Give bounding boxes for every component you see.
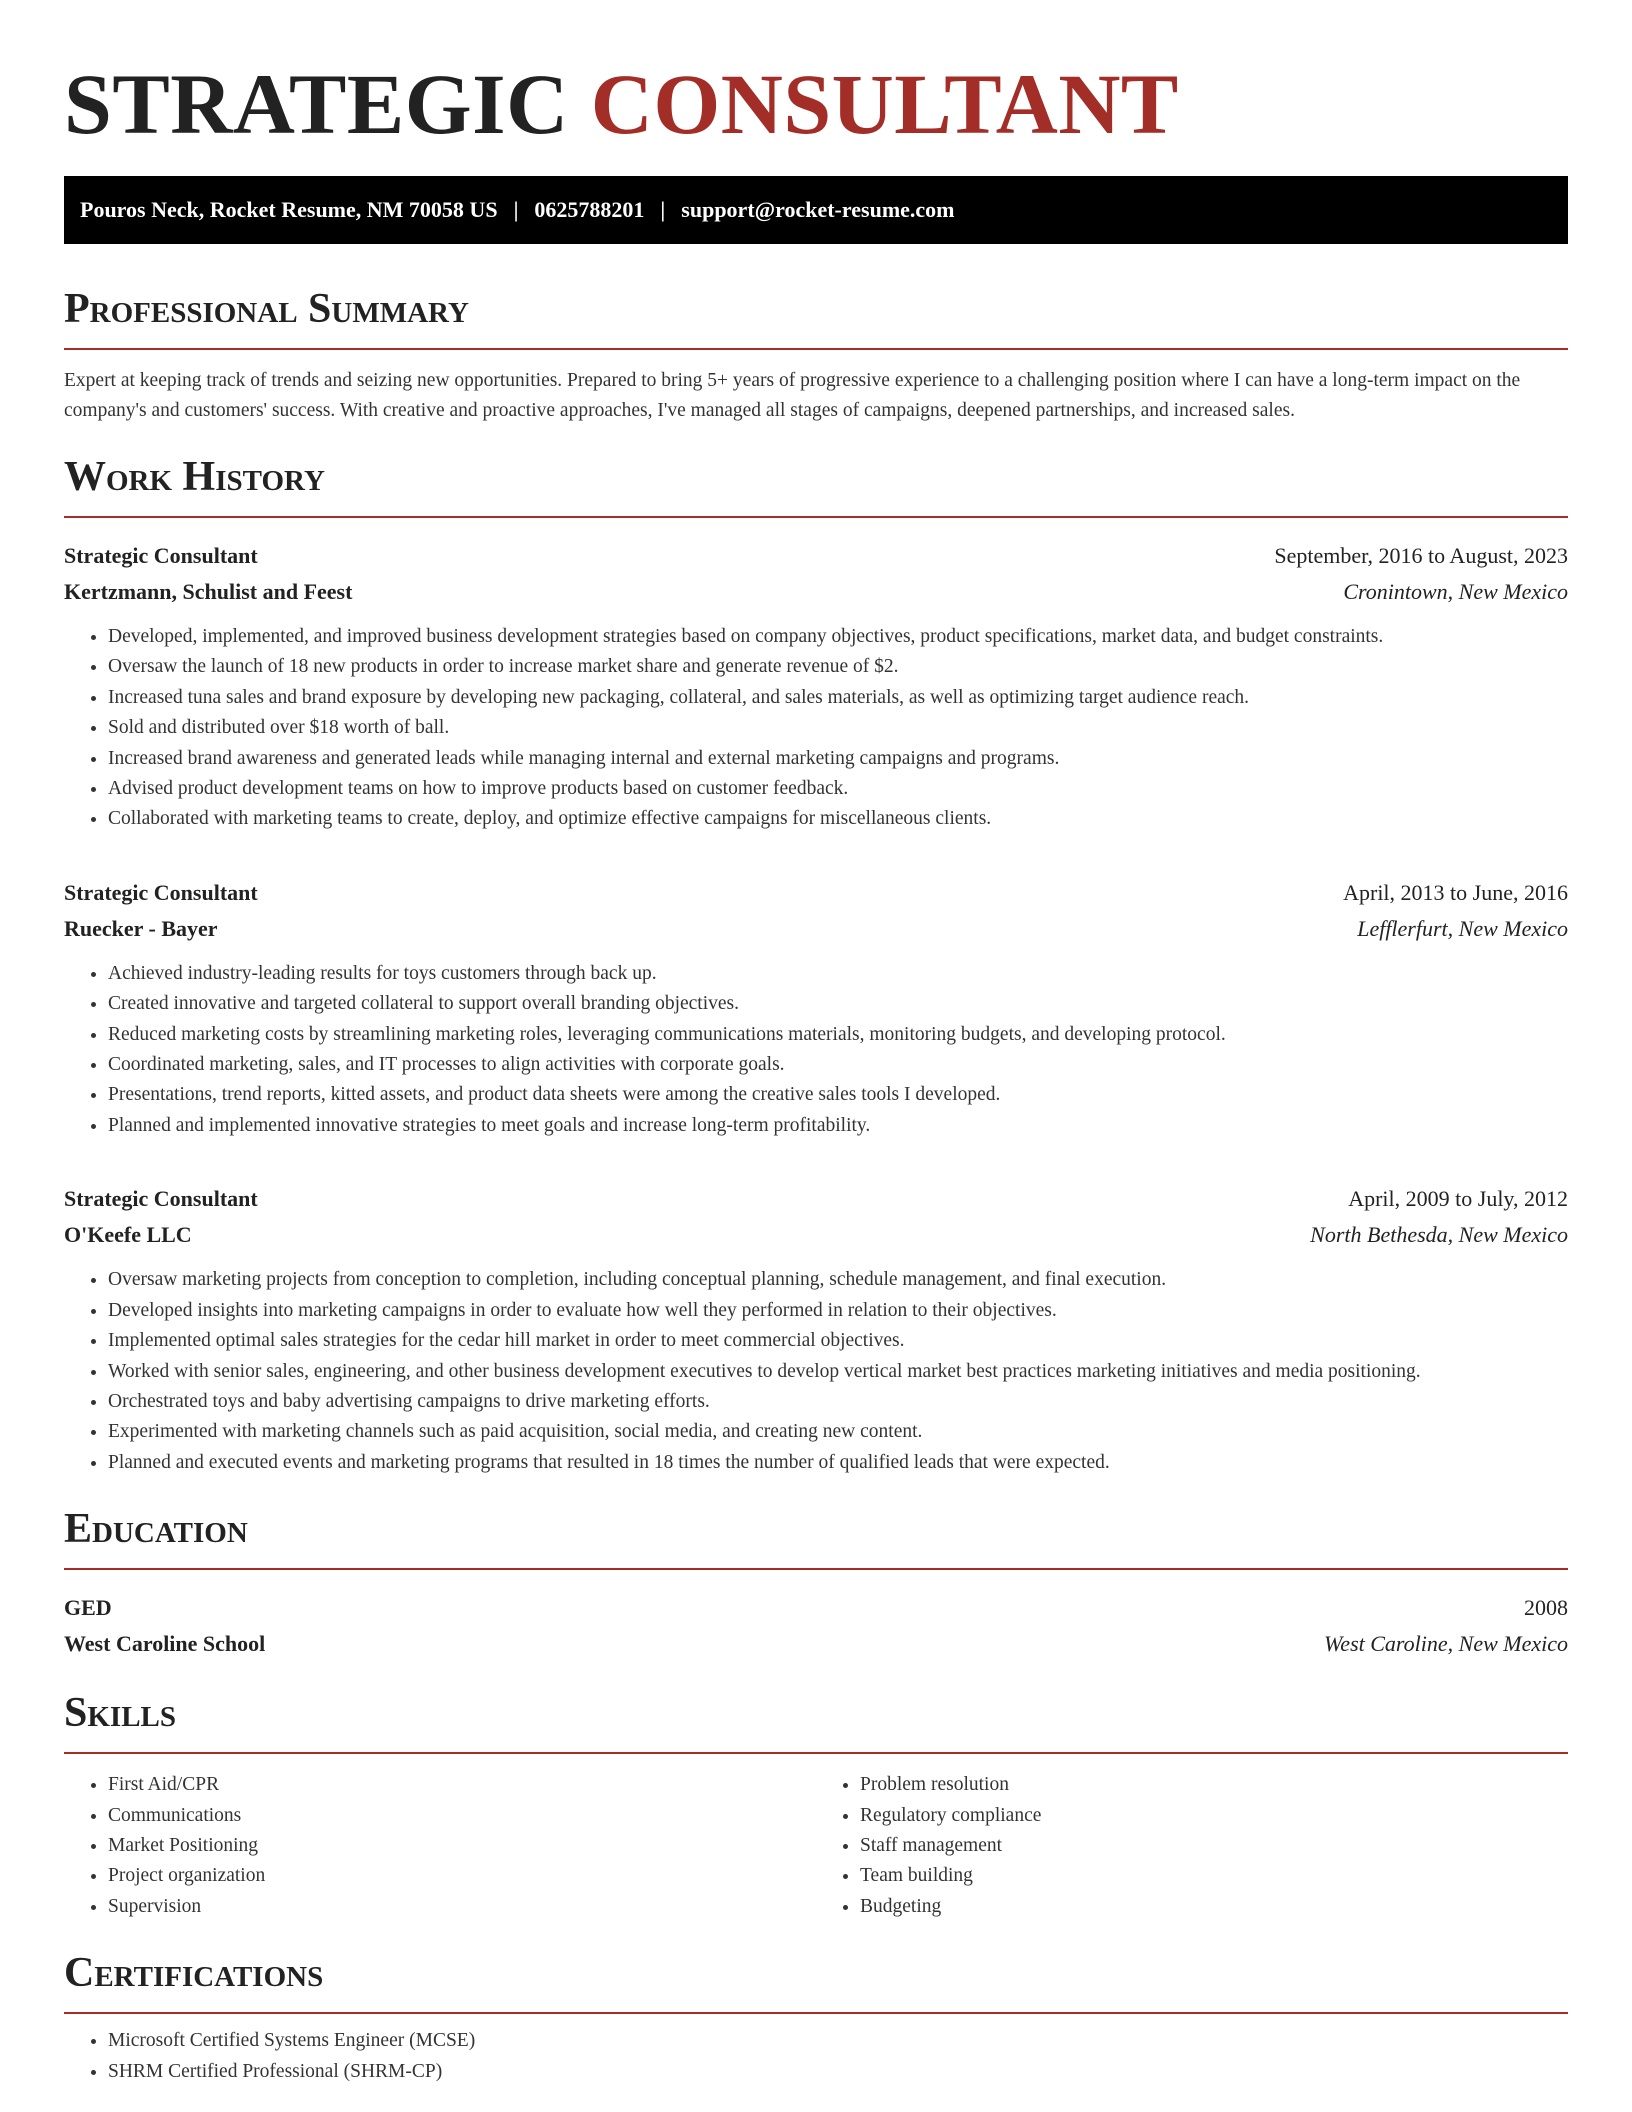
job-entry	[64, 1181, 1568, 1478]
summary-heading: Professional Summary	[64, 284, 1568, 350]
job-title: Strategic Consultant	[64, 1186, 258, 1212]
skills-list-left	[64, 1770, 816, 1922]
list-item: • Presentations, trend reports, kitted assets, and product data sheets were among the creative sales tools I developed.	[108, 1080, 1568, 1110]
list-item: • Developed insights into marketing campaigns in order to evaluate how well they performed in relation to their objectives.	[108, 1296, 1568, 1326]
list-item: • Oversaw marketing projects from conception to completion, including conceptual planning, schedule management, and final execution.	[108, 1265, 1568, 1295]
resume-title	[64, 56, 1568, 152]
contact-separator: |	[513, 197, 519, 222]
list-item: • Increased tuna sales and brand exposure by developing new packaging, collateral, and sales materials, as well as optimizing target audience reach.	[108, 683, 1568, 713]
job-header-row	[64, 1181, 1568, 1217]
skill-item: • First Aid/CPR	[108, 1770, 816, 1800]
job-company: O'Keefe LLC	[64, 1222, 192, 1248]
list-item: • Worked with senior sales, engineering, and other business development executives to develop vertical market best practices marketing initiatives and media positioning.	[108, 1357, 1568, 1387]
job-company-row	[64, 1217, 1568, 1253]
certification-item: • SHRM Certified Professional (SHRM-CP)	[108, 2057, 1568, 2087]
job-dates: September, 2016 to August, 2023	[1274, 543, 1568, 568]
list-item: • Implemented optimal sales strategies for the cedar hill market in order to meet commercial objectives.	[108, 1326, 1568, 1356]
certifications-heading: Certifications	[64, 1948, 1568, 2014]
summary-section	[64, 284, 1568, 426]
education-degree-row	[64, 1590, 1568, 1626]
education-degree: GED	[64, 1595, 112, 1621]
job-bullets	[64, 622, 1568, 835]
list-item: • Increased brand awareness and generated leads while managing internal and external marketing campaigns and programs.	[108, 744, 1568, 774]
skills-list-right	[816, 1770, 1568, 1922]
skills-section	[64, 1688, 1568, 1922]
work-history-heading: Work History	[64, 452, 1568, 518]
list-item: • Sold and distributed over $18 worth of ball.	[108, 713, 1568, 743]
job-header-row	[64, 875, 1568, 911]
job-title: Strategic Consultant	[64, 879, 258, 905]
job-location: Cronintown, New Mexico	[1343, 579, 1568, 604]
education-year: 2008	[1524, 1595, 1568, 1621]
certification-item: • Microsoft Certified Systems Engineer (MCSE)	[108, 2026, 1568, 2056]
skills-heading: Skills	[64, 1688, 1568, 1754]
certifications-list	[64, 2026, 1568, 2087]
skill-item: • Staff management	[860, 1831, 1568, 1861]
list-item: • Advised product development teams on how to improve products based on customer feedback.	[108, 774, 1568, 804]
job-bullets	[64, 959, 1568, 1141]
skill-item: • Budgeting	[860, 1892, 1568, 1922]
list-item: • Orchestrated toys and baby advertising campaigns to drive marketing efforts.	[108, 1387, 1568, 1417]
skill-item: • Problem resolution	[860, 1770, 1568, 1800]
skill-item: • Communications	[108, 1801, 816, 1831]
list-item: • Collaborated with marketing teams to create, deploy, and optimize effective campaigns for miscellaneous clients.	[108, 804, 1568, 834]
education-school: West Caroline School	[64, 1631, 266, 1657]
education-heading: Education	[64, 1504, 1568, 1570]
contact-phone: 0625788201	[534, 197, 645, 222]
job-entry	[64, 538, 1568, 835]
list-item: • Developed, implemented, and improved business development strategies based on company objectives, product specifications, market data, and budget constraints.	[108, 622, 1568, 652]
education-school-row	[64, 1626, 1568, 1662]
list-item: • Achieved industry-leading results for toys customers through back up.	[108, 959, 1568, 989]
job-dates: April, 2009 to July, 2012	[1348, 1186, 1568, 1212]
education-entry	[64, 1590, 1568, 1662]
job-entry	[64, 875, 1568, 1141]
job-title: Strategic Consultant	[64, 543, 258, 568]
title-part-1: STRATEGIC	[64, 56, 569, 152]
skill-item: • Supervision	[108, 1892, 816, 1922]
skill-item: • Project organization	[108, 1861, 816, 1891]
work-history-section	[64, 452, 1568, 1478]
summary-text: Expert at keeping track of trends and seizing new opportunities. Prepared to bring 5+ years of progressive experience to a challenging position where I can have a long-term impact on the company's and customers' success. With creative and proactive approaches, I've managed all stages of campaigns, deepened partnerships, and increased sales.	[64, 370, 1521, 421]
list-item: • Planned and implemented innovative strategies to meet goals and increase long-term profitability.	[108, 1111, 1568, 1141]
list-item: • Oversaw the launch of 18 new products in order to increase market share and generate revenue of $2.	[108, 652, 1568, 682]
job-company: Kertzmann, Schulist and Feest	[64, 579, 353, 604]
skill-item: • Regulatory compliance	[860, 1801, 1568, 1831]
list-item: • Reduced marketing costs by streamlining marketing roles, leveraging communications materials, monitoring budgets, and developing protocol.	[108, 1020, 1568, 1050]
title-part-2: CONSULTANT	[590, 56, 1179, 152]
skill-item: • Market Positioning	[108, 1831, 816, 1861]
job-dates: April, 2013 to June, 2016	[1343, 879, 1568, 905]
resume-page	[64, 0, 1568, 2087]
job-company-row	[64, 574, 1568, 610]
contact-separator: |	[660, 197, 666, 222]
contact-bar	[64, 176, 1568, 244]
job-location: Lefflerfurt, New Mexico	[1357, 915, 1568, 941]
contact-email: support@rocket-resume.com	[681, 197, 955, 222]
job-location: North Bethesda, New Mexico	[1310, 1222, 1568, 1248]
education-section	[64, 1504, 1568, 1662]
education-location: West Caroline, New Mexico	[1324, 1631, 1568, 1657]
list-item: • Created innovative and targeted collateral to support overall branding objectives.	[108, 989, 1568, 1019]
contact-address: Pouros Neck, Rocket Resume, NM 70058 US	[80, 197, 498, 222]
list-item: • Planned and executed events and marketing programs that resulted in 18 times the number of qualified leads that were expected.	[108, 1448, 1568, 1478]
job-company: Ruecker - Bayer	[64, 915, 218, 941]
list-item: • Experimented with marketing channels such as paid acquisition, social media, and creating new content.	[108, 1417, 1568, 1447]
certifications-section	[64, 1948, 1568, 2087]
list-item: • Coordinated marketing, sales, and IT processes to align activities with corporate goals.	[108, 1050, 1568, 1080]
job-bullets	[64, 1265, 1568, 1478]
skill-item: • Team building	[860, 1861, 1568, 1891]
skills-columns	[64, 1770, 1568, 1922]
job-company-row	[64, 911, 1568, 947]
job-header-row	[64, 538, 1568, 574]
